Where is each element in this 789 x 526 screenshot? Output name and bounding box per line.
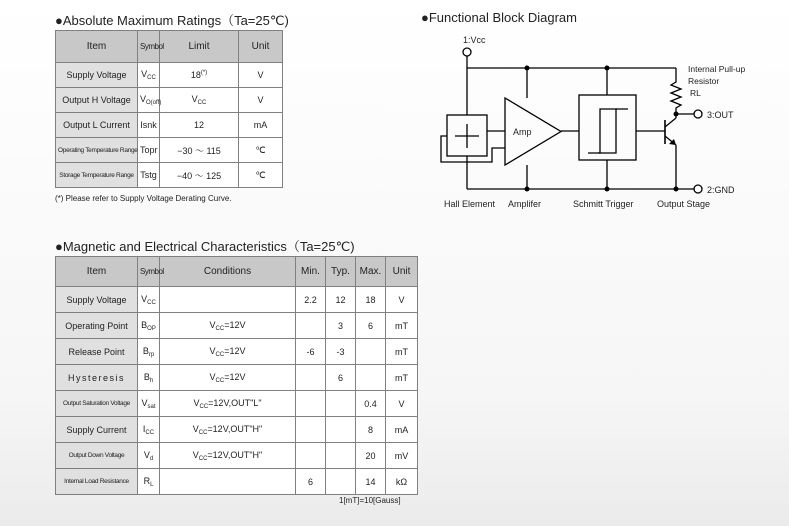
limit-cell: 12 xyxy=(160,113,239,138)
hall-caption: Hall Element xyxy=(444,199,496,209)
min-cell: 2.2 xyxy=(296,287,326,313)
output-caption: Output Stage xyxy=(657,199,711,209)
item-cell: Output Saturation Voltage xyxy=(56,391,138,417)
col-item: Item xyxy=(56,257,138,287)
col-unit: Unit xyxy=(386,257,418,287)
max-cell: 18 xyxy=(356,287,386,313)
conditions-cell: $V_{CC}=12V$ xyxy=(160,365,296,391)
limit-cell: $V_{CC}$ xyxy=(160,88,239,113)
max-cell: 20 xyxy=(356,443,386,469)
schmitt-trigger xyxy=(579,95,636,160)
unit-cell: mT xyxy=(386,313,418,339)
symbol-cell: Isnk xyxy=(138,113,160,138)
col-limit: Limit xyxy=(160,31,239,63)
symbol-cell: Tstg xyxy=(138,163,160,188)
table-header-row xyxy=(56,257,418,287)
col-min: Min. xyxy=(296,257,326,287)
conditions-cell: $V_{CC}=12V,OUT"L$" xyxy=(160,391,296,417)
table-row xyxy=(56,313,418,339)
pullup-resistor xyxy=(671,78,681,114)
min-cell xyxy=(296,417,326,443)
min-cell xyxy=(296,313,326,339)
item-cell: Output L Current xyxy=(56,113,138,138)
symbol-cell: Topr xyxy=(138,138,160,163)
table-row xyxy=(56,365,418,391)
symbol-cell: $R_L$ xyxy=(138,469,160,495)
col-symbol: Symbol xyxy=(138,257,160,287)
item-cell: Hysteresis xyxy=(56,365,138,391)
unit-cell: ℃ xyxy=(239,163,283,188)
typ-cell xyxy=(326,391,356,417)
unit-cell: mV xyxy=(386,443,418,469)
col-item: Item xyxy=(56,31,138,63)
unit-cell: V xyxy=(386,287,418,313)
symbol-cell: $B_{OP}$ xyxy=(138,313,160,339)
mag-note: 1[mT]=10[Gauss] xyxy=(339,496,401,505)
vcc-label: 1:Vcc xyxy=(463,35,486,45)
table-row xyxy=(56,339,418,365)
min-cell: 6 xyxy=(296,469,326,495)
unit-cell: V xyxy=(239,63,283,88)
min-cell xyxy=(296,391,326,417)
vcc-terminal xyxy=(463,48,471,56)
item-cell: Operating Point xyxy=(56,313,138,339)
unit-cell: mA xyxy=(239,113,283,138)
item-cell: Output H Voltage xyxy=(56,88,138,113)
item-cell: Internal Load Resistance xyxy=(56,469,138,495)
max-cell: 14 xyxy=(356,469,386,495)
symbol-cell: $V_{CC}$ xyxy=(138,287,160,313)
unit-cell: kΩ xyxy=(386,469,418,495)
min-cell xyxy=(296,443,326,469)
table-row xyxy=(56,469,418,495)
item-cell: Supply Current xyxy=(56,417,138,443)
amp-label: Amp xyxy=(513,127,532,137)
unit-cell: mT xyxy=(386,365,418,391)
typ-cell xyxy=(326,443,356,469)
typ-cell xyxy=(326,469,356,495)
col-symbol: Symbol xyxy=(138,31,160,63)
conditions-cell xyxy=(160,469,296,495)
typ-cell xyxy=(326,417,356,443)
item-cell: Release Point xyxy=(56,339,138,365)
typ-cell: 12 xyxy=(326,287,356,313)
gnd-terminal xyxy=(694,185,702,193)
max-cell xyxy=(356,339,386,365)
out-terminal xyxy=(694,110,702,118)
col-unit: Unit xyxy=(239,31,283,63)
mag-table xyxy=(55,256,418,495)
pullup-label-2: Resistor xyxy=(688,76,720,86)
min-cell xyxy=(296,365,326,391)
limit-cell: 18(*) xyxy=(160,63,239,88)
block-diagram-title: ●Functional Block Diagram xyxy=(421,10,577,25)
table-row xyxy=(56,391,418,417)
schmitt-caption: Schmitt Trigger xyxy=(573,199,634,209)
table-row xyxy=(56,443,418,469)
unit-cell: mA xyxy=(386,417,418,443)
symbol-cell: $V_{O(off)}$ xyxy=(138,88,160,113)
pullup-label-1: Internal Pull-up xyxy=(688,64,746,74)
hall-amp-wire-bottom xyxy=(441,136,505,162)
pullup-label-3: RL xyxy=(690,88,701,98)
col-typ: Typ. xyxy=(326,257,356,287)
unit-cell: V xyxy=(239,88,283,113)
symbol-cell: $V_{sat}$ xyxy=(138,391,160,417)
symbol-cell: $V_{CC}$ xyxy=(138,63,160,88)
abs-max-title: ●Absolute Maximum Ratings（Ta=25℃) xyxy=(55,13,289,28)
abs-max-note: (*) Please refer to Supply Voltage Derating Curve. xyxy=(55,194,232,203)
amp-caption: Amplifer xyxy=(508,199,542,209)
item-cell: Operating Temperature Range xyxy=(56,138,138,163)
gnd-label: 2:GND xyxy=(707,185,735,195)
limit-cell: −40 ～ 125 xyxy=(160,163,239,188)
max-cell: 6 xyxy=(356,313,386,339)
item-cell: Supply Voltage xyxy=(56,63,138,88)
symbol-cell: $V_d$ xyxy=(138,443,160,469)
item-cell: Output Down Voltage xyxy=(56,443,138,469)
conditions-cell xyxy=(160,287,296,313)
typ-cell: 3 xyxy=(326,313,356,339)
conditions-cell: $V_{CC}=12V,OUT"H$" xyxy=(160,443,296,469)
item-cell: Storage Temperature Range xyxy=(56,163,138,188)
min-cell: -6 xyxy=(296,339,326,365)
out-label: 3:OUT xyxy=(707,110,734,120)
symbol-cell: $B_{rp}$ xyxy=(138,339,160,365)
conditions-cell: $V_{CC}=12V$ xyxy=(160,313,296,339)
col-conditions: Conditions xyxy=(160,257,296,287)
max-cell: 0.4 xyxy=(356,391,386,417)
limit-cell: −30 ～ 115 xyxy=(160,138,239,163)
typ-cell: -3 xyxy=(326,339,356,365)
symbol-cell: $B_h$ xyxy=(138,365,160,391)
symbol-cell: $I_{CC}$ xyxy=(138,417,160,443)
unit-cell: mT xyxy=(386,339,418,365)
typ-cell: 6 xyxy=(326,365,356,391)
col-max: Max. xyxy=(356,257,386,287)
unit-cell: V xyxy=(386,391,418,417)
unit-cell: ℃ xyxy=(239,138,283,163)
mag-title: ●Magnetic and Electrical Characteristics（Ta=25℃) xyxy=(55,239,355,254)
conditions-cell: $V_{CC}=12V,OUT"H$" xyxy=(160,417,296,443)
conditions-cell: $V_{CC}=12V$ xyxy=(160,339,296,365)
max-cell xyxy=(356,365,386,391)
table-row xyxy=(56,417,418,443)
max-cell: 8 xyxy=(356,417,386,443)
table-row xyxy=(56,287,418,313)
item-cell: Supply Voltage xyxy=(56,287,138,313)
